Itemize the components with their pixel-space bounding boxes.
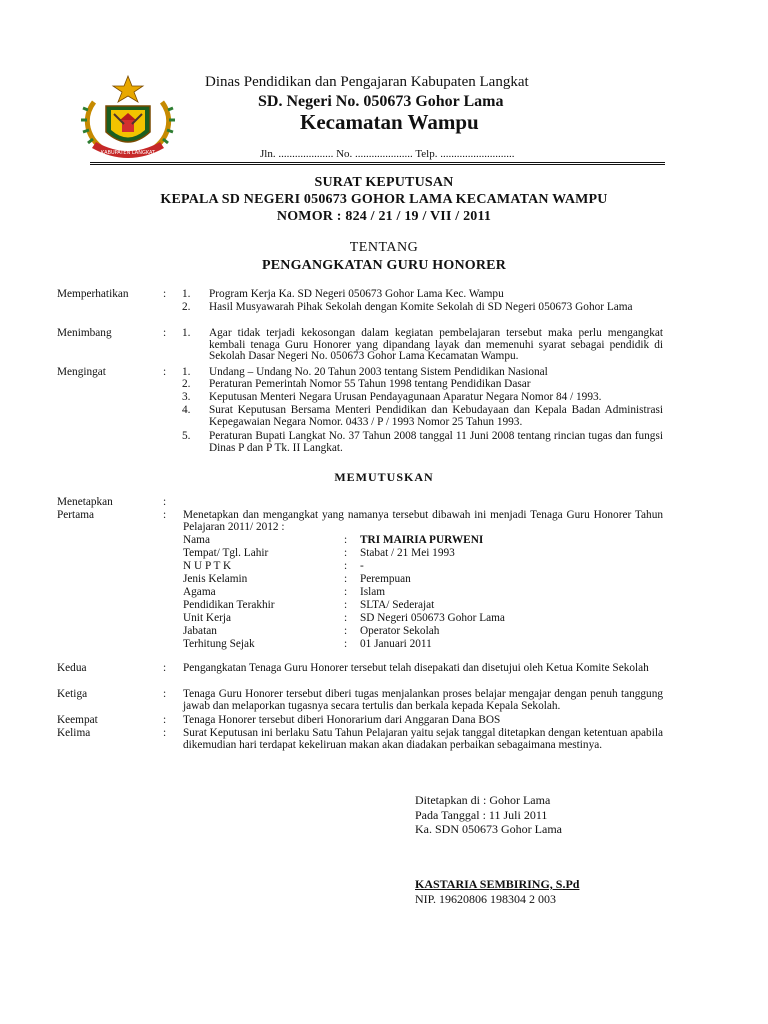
list-number: 2.	[182, 378, 191, 390]
list-number: 4.	[182, 404, 191, 416]
letterhead-kecamatan: Kecamatan Wampu	[300, 110, 479, 134]
list-item: Agar tidak terjadi kekosongan dalam kegiatan pembelajaran tersebut maka perlu mengangkat kembali tenaga Guru Honorer yang dipandang layak dan memenuhi syarat sebagai pendidik di Sekolah Dasar Negeri No. 050673 Gohor Lama Kecamatan Wampu.	[209, 327, 663, 362]
colon: :	[163, 662, 167, 674]
list-item: Program Kerja Ka. SD Negeri 050673 Gohor Lama Kec. Wampu	[209, 288, 504, 300]
colon: :	[344, 586, 348, 598]
kedua-label: Kedua	[57, 662, 87, 674]
detail-label: Nama	[183, 534, 210, 546]
list-number: 1.	[182, 288, 191, 300]
list-item: Surat Keputusan Bersama Menteri Pendidikan dan Kebudayaan dan Kepala Badan Administrasi Kepegawaian Negara Nomor. 0433 / P / 1993 Nomor 25 Tahun 1993.	[209, 404, 663, 428]
list-item: Undang – Undang No. 20 Tahun 2003 tentang Sistem Pendidikan Nasional	[209, 366, 548, 378]
letterhead-divider-top	[90, 162, 665, 163]
list-item: Peraturan Bupati Langkat No. 37 Tahun 2008 tanggal 11 Juni 2008 tentang rincian tugas dan fungsi Dinas P dan P Tk. II Langkat.	[209, 430, 663, 454]
detail-value: Operator Sekolah	[360, 625, 440, 637]
detail-value: Perempuan	[360, 573, 411, 585]
pertama-label: Pertama	[57, 509, 95, 521]
list-number: 1.	[182, 366, 191, 378]
list-item: Hasil Musyawarah Pihak Sekolah dengan Komite Sekolah di SD Negeri 050673 Gohor Lama	[209, 301, 633, 313]
detail-label: N U P T K	[183, 560, 232, 572]
colon: :	[163, 727, 167, 739]
detail-label: Pendidikan Terakhir	[183, 599, 275, 611]
colon: :	[163, 327, 167, 339]
ketiga-label: Ketiga	[57, 688, 88, 700]
teacher-name: TRI MAIRIA PURWENI	[360, 534, 484, 546]
decree-issuer: KEPALA SD NEGERI 050673 GOHOR LAMA KECAMATAN WAMPU	[160, 192, 608, 207]
colon: :	[163, 366, 167, 378]
colon: :	[344, 599, 348, 611]
list-number: 2.	[182, 301, 191, 313]
letterhead-address: Jln. .................... No. ..................... Telp. ...........................	[260, 148, 515, 160]
colon: :	[163, 714, 167, 726]
letterhead-divider-bottom	[90, 164, 665, 165]
detail-label: Tempat/ Tgl. Lahir	[183, 547, 269, 559]
detail-label: Jabatan	[183, 625, 217, 637]
keempat-text: Tenaga Honorer tersebut diberi Honorarium dari Anggaran Dana BOS	[183, 714, 501, 726]
colon: :	[344, 638, 348, 650]
letterhead-school: SD. Negeri No. 050673 Gohor Lama	[258, 93, 504, 110]
colon: :	[163, 288, 167, 300]
kabupaten-langkat-logo	[78, 74, 178, 164]
menetapkan-label: Menetapkan	[57, 496, 113, 508]
detail-label: Terhitung Sejak	[183, 638, 255, 650]
svg-text:KABUPATEN LANGKAT: KABUPATEN LANGKAT	[100, 150, 156, 156]
detail-label: Jenis Kelamin	[183, 573, 248, 585]
detail-label: Unit Kerja	[183, 612, 231, 624]
colon: :	[163, 688, 167, 700]
list-item: Peraturan Pemerintah Nomor 55 Tahun 1998 tentang Pendidikan Dasar	[209, 378, 531, 390]
keempat-label: Keempat	[57, 714, 98, 726]
detail-value: 01 Januari 2011	[360, 638, 432, 650]
detail-value: Stabat / 21 Mei 1993	[360, 547, 455, 559]
decree-subject: PENGANGKATAN GURU HONORER	[261, 258, 507, 273]
mengingat-label: Mengingat	[57, 366, 106, 378]
detail-value: SLTA/ Sederajat	[360, 599, 435, 611]
colon: :	[344, 573, 348, 585]
list-number: 5.	[182, 430, 191, 442]
detail-value: -	[360, 560, 364, 572]
tentang-heading: TENTANG	[349, 240, 419, 255]
kelima-label: Kelima	[57, 727, 91, 739]
signature-date: Pada Tanggal : 11 Juli 2011	[415, 808, 548, 822]
memutuskan-heading: MEMUTUSKAN	[334, 470, 434, 484]
detail-value: SD Negeri 050673 Gohor Lama	[360, 612, 505, 624]
colon: :	[344, 612, 348, 624]
signatory-nip: NIP. 19620806 198304 2 003	[415, 892, 557, 906]
detail-label: Agama	[183, 586, 216, 598]
decree-title: SURAT KEPUTUSAN	[314, 175, 454, 190]
signatory-name: KASTARIA SEMBIRING, S.Pd	[415, 877, 580, 891]
colon: :	[344, 560, 348, 572]
signature-place: Ditetapkan di : Gohor Lama	[415, 793, 551, 807]
pertama-text: Menetapkan dan mengangkat yang namanya tersebut dibawah ini menjadi Tenaga Guru Honorer Tahun Pelajaran 2011/ 2012 :	[183, 509, 663, 533]
colon: :	[163, 496, 167, 508]
memperhatikan-label: Memperhatikan	[57, 288, 129, 300]
list-number: 3.	[182, 391, 191, 403]
detail-value: Islam	[360, 586, 386, 598]
colon: :	[163, 509, 167, 521]
menimbang-label: Menimbang	[57, 327, 112, 339]
list-number: 1.	[182, 327, 191, 339]
letterhead-dinas: Dinas Pendidikan dan Pengajaran Kabupaten Langkat	[205, 74, 529, 90]
colon: :	[344, 534, 348, 546]
kedua-text: Pengangkatan Tenaga Guru Honorer tersebut telah disepakati dan disetujui oleh Ketua Komite Sekolah	[183, 662, 649, 674]
ketiga-text: Tenaga Guru Honorer tersebut diberi tugas menjalankan proses belajar mengajar dengan penuh tanggung jawab dan melaporkan tugasnya secara tertulis dan berkala kepada Kepala Sekolah.	[183, 688, 663, 712]
kelima-text: Surat Keputusan ini berlaku Satu Tahun Pelajaran yaitu sejak tanggal ditetapkan dengan ketentuan apabila dikemudian hari terdapat kekeliruan makan akan diadakan perbaikan sebagaimana mestinya.	[183, 727, 663, 751]
list-item: Keputusan Menteri Negara Urusan Pendayagunaan Aparatur Negara Nomor 84 / 1993.	[209, 391, 602, 403]
colon: :	[344, 625, 348, 637]
colon: :	[344, 547, 348, 559]
signature-position: Ka. SDN 050673 Gohor Lama	[415, 822, 562, 836]
decree-number: NOMOR : 824 / 21 / 19 / VII / 2011	[276, 209, 492, 224]
